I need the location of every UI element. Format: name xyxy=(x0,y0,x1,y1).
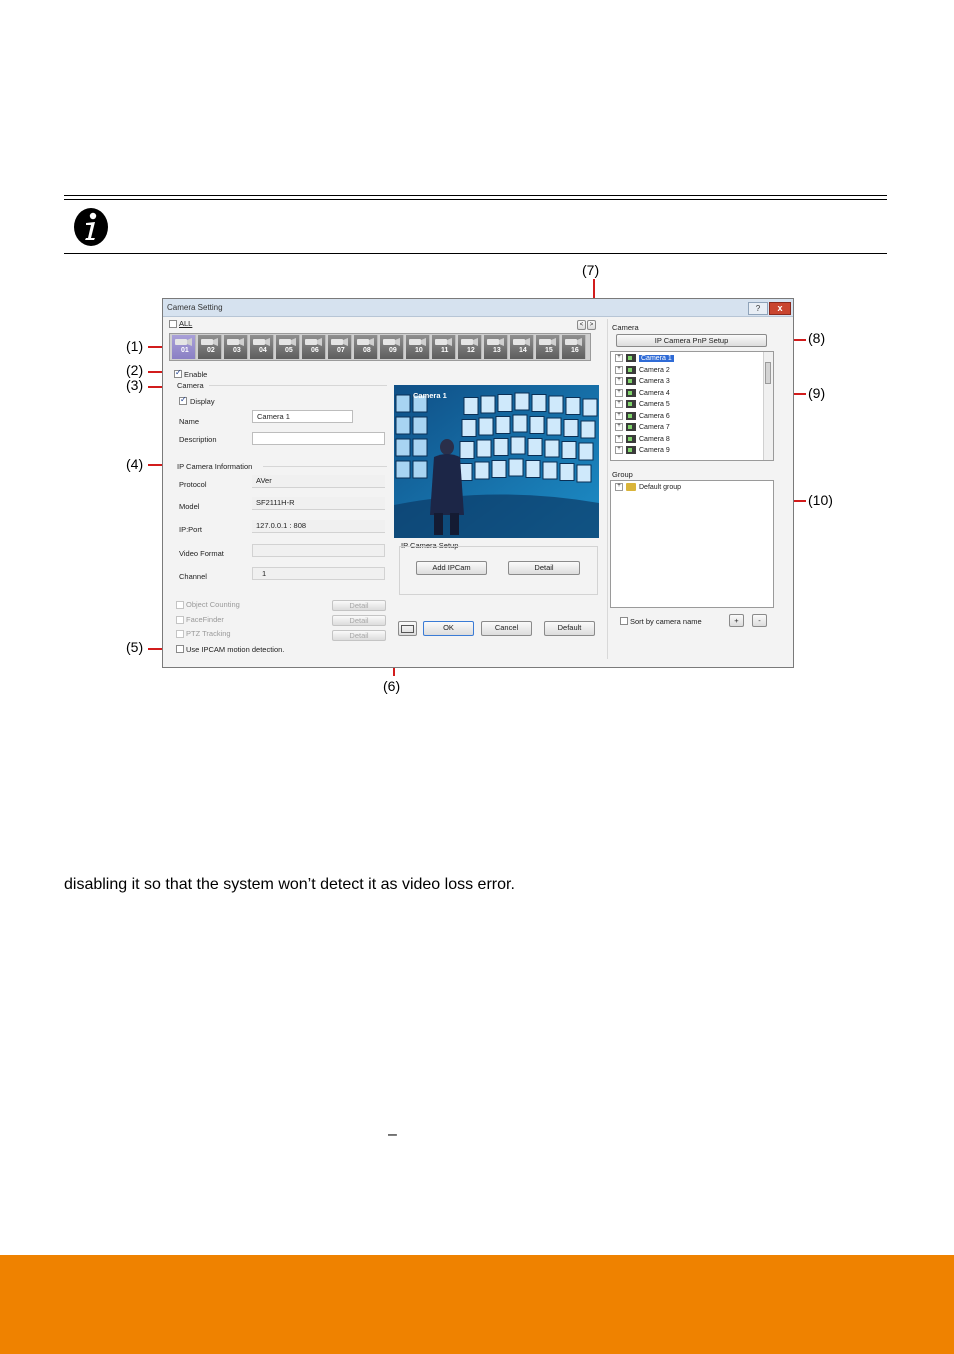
expand-icon[interactable]: + xyxy=(615,400,623,408)
ipport-label: IP:Port xyxy=(179,525,202,534)
camera-tree-label: Camera 2 xyxy=(639,366,670,374)
camera-tab-number: 15 xyxy=(545,347,553,354)
camera-tree-item[interactable] xyxy=(615,445,670,456)
all-checkbox[interactable] xyxy=(169,320,177,328)
camera-tab-number: 06 xyxy=(311,347,319,354)
close-button[interactable]: x xyxy=(769,302,791,315)
preview-label: Camera 1 xyxy=(413,391,447,400)
preview-monitor xyxy=(515,393,529,410)
preview-monitor xyxy=(513,415,527,432)
group-tree-item[interactable] xyxy=(615,482,681,493)
camera-tree-label: Camera 5 xyxy=(639,401,670,408)
scrollbar-thumb[interactable] xyxy=(765,362,771,384)
camera-tab-08[interactable] xyxy=(354,335,378,359)
camera-tab-06[interactable] xyxy=(302,335,326,359)
preview-monitor xyxy=(581,421,595,438)
ptz-tracking-detail-button[interactable]: Detail xyxy=(332,630,386,641)
camera-node-icon xyxy=(626,389,636,397)
title-bar xyxy=(163,299,793,317)
preview-monitor xyxy=(564,420,578,437)
camera-node-icon xyxy=(626,446,636,454)
camera-node-icon xyxy=(626,435,636,443)
callout-5: (5) xyxy=(126,639,144,655)
info-icon xyxy=(73,207,109,247)
preview-monitor xyxy=(479,418,493,435)
camera-tab-04[interactable] xyxy=(250,335,274,359)
camera-icon xyxy=(539,338,556,346)
camera-icon xyxy=(357,338,374,346)
camera-tab-12[interactable] xyxy=(458,335,482,359)
group-tree[interactable] xyxy=(610,480,774,608)
camera-tab-16[interactable] xyxy=(562,335,586,359)
ip-camera-pnp-setup-button[interactable]: IP Camera PnP Setup xyxy=(616,334,767,347)
name-label: Name xyxy=(179,417,200,426)
expand-icon[interactable]: + xyxy=(615,423,623,431)
preview-monitor xyxy=(577,465,591,482)
camera-icon xyxy=(435,338,452,346)
enable-label: Enable xyxy=(184,370,208,379)
preview-monitor xyxy=(547,418,561,435)
model-field: SF2111H-R xyxy=(252,497,385,510)
ipport-field: 127.0.0.1 : 808 xyxy=(252,520,385,533)
channel-field: 1 xyxy=(252,567,385,580)
camera-group-rule xyxy=(209,385,387,386)
camera-tree[interactable] xyxy=(610,351,774,461)
keyboard-icon xyxy=(401,625,414,633)
preview-monitor xyxy=(475,462,489,479)
camera-tree-item[interactable] xyxy=(615,365,670,376)
ptz-tracking-label: PTZ Tracking xyxy=(186,629,231,638)
camera-node-icon xyxy=(626,354,636,362)
callout-3: (3) xyxy=(126,377,144,393)
keyboard-button[interactable] xyxy=(398,621,417,636)
callout-4: (4) xyxy=(126,456,144,472)
preview-monitor xyxy=(464,398,478,415)
expand-icon[interactable]: + xyxy=(615,483,623,491)
expand-icon[interactable]: + xyxy=(615,366,623,374)
camera-tab-09[interactable] xyxy=(380,335,404,359)
camera-icon xyxy=(409,338,426,346)
preview-monitor xyxy=(496,417,510,434)
video-format-label: Video Format xyxy=(179,549,224,558)
expand-icon[interactable]: + xyxy=(615,377,623,385)
camera-tab-number: 13 xyxy=(493,347,501,354)
camera-tree-label: Camera 7 xyxy=(639,424,670,431)
preview-monitor xyxy=(492,461,506,478)
camera-tab-number: 08 xyxy=(363,347,371,354)
camera-tree-label: Camera 8 xyxy=(639,435,670,443)
preview-monitor xyxy=(460,442,474,459)
camera-tab-02[interactable] xyxy=(198,335,222,359)
use-ipcam-motion-checkbox[interactable] xyxy=(176,645,184,653)
camera-tree-item[interactable] xyxy=(615,422,670,433)
all-label: ALL xyxy=(179,319,193,328)
camera-tab-13[interactable] xyxy=(484,335,508,359)
preview-monitor xyxy=(566,398,580,415)
note-top-rule-2 xyxy=(64,199,887,200)
camera-tree-item[interactable] xyxy=(615,411,670,422)
cancel-button[interactable]: Cancel xyxy=(481,621,532,636)
facefinder-detail-button[interactable]: Detail xyxy=(332,615,386,626)
expand-icon[interactable]: + xyxy=(615,354,623,362)
camera-tree-label: Camera 9 xyxy=(639,447,670,454)
camera-icon xyxy=(305,338,322,346)
add-group-button[interactable]: + xyxy=(729,614,744,627)
callout-1: (1) xyxy=(126,338,144,354)
preview-monitor xyxy=(462,420,476,437)
ipsetup-group-label: IP Camera Setup xyxy=(401,541,459,550)
ipsetup-detail-button[interactable]: Detail xyxy=(508,561,580,575)
channel-label: Channel xyxy=(179,572,207,581)
preview-monitor xyxy=(545,440,559,457)
preview-monitor xyxy=(477,440,491,457)
camera-icon xyxy=(227,338,244,346)
preview-monitor xyxy=(413,439,427,456)
camera-icon xyxy=(383,338,400,346)
facefinder-label: FaceFinder xyxy=(186,615,224,624)
camera-tab-14[interactable] xyxy=(510,335,534,359)
protocol-label: Protocol xyxy=(179,480,207,489)
camera-tab-15[interactable] xyxy=(536,335,560,359)
camera-tree-label: Camera 4 xyxy=(639,389,670,397)
camera-tree-item[interactable] xyxy=(615,353,674,364)
dash-mark: – xyxy=(388,1126,397,1143)
camera-group-label: Camera xyxy=(177,381,204,390)
preview-monitor xyxy=(530,417,544,434)
camera-setting-window xyxy=(162,298,794,668)
camera-tab-number: 16 xyxy=(571,347,579,354)
expand-icon[interactable]: + xyxy=(615,446,623,454)
model-label: Model xyxy=(179,502,200,511)
camera-tab-number: 05 xyxy=(285,347,293,354)
sort-by-name-checkbox[interactable] xyxy=(620,617,628,625)
camera-icon xyxy=(461,338,478,346)
preview-monitor xyxy=(526,461,540,478)
video-format-field xyxy=(252,544,385,557)
window-title: Camera Setting xyxy=(167,303,223,312)
strip-next-button[interactable]: > xyxy=(587,320,596,330)
use-ipcam-motion-label: Use IPCAM motion detection. xyxy=(186,645,285,654)
callout-7: (7) xyxy=(582,262,600,278)
camera-strip xyxy=(169,333,591,361)
help-button[interactable]: ? xyxy=(748,302,768,315)
camera-icon xyxy=(565,338,582,346)
camera-tab-number: 03 xyxy=(233,347,241,354)
preview-monitor xyxy=(560,464,574,481)
camera-tab-number: 07 xyxy=(337,347,345,354)
protocol-field: AVer xyxy=(252,475,385,488)
preview-monitor xyxy=(583,399,597,416)
group-folder-icon xyxy=(626,483,636,491)
camera-node-icon xyxy=(626,412,636,420)
expand-icon[interactable]: + xyxy=(615,412,623,420)
camera-tab-10[interactable] xyxy=(406,335,430,359)
camera-tab-number: 12 xyxy=(467,347,475,354)
object-counting-label: Object Counting xyxy=(186,600,240,609)
note-top-rule xyxy=(64,195,887,196)
preview-monitor xyxy=(396,461,410,478)
camera-tab-number: 02 xyxy=(207,347,215,354)
camera-tab-number: 01 xyxy=(181,347,189,354)
preview-monitor xyxy=(528,439,542,456)
preview-monitor xyxy=(549,396,563,413)
description-field[interactable] xyxy=(252,432,385,445)
camera-tab-number: 14 xyxy=(519,347,527,354)
enable-checkbox[interactable] xyxy=(174,370,182,378)
camera-icon xyxy=(279,338,296,346)
camera-icon xyxy=(253,338,270,346)
ptz-tracking-checkbox[interactable] xyxy=(176,630,184,638)
camera-icon xyxy=(201,338,218,346)
camera-tree-label: Camera 1 xyxy=(641,355,672,362)
camera-tree-scrollbar[interactable] xyxy=(763,352,773,460)
ipinfo-group-label: IP Camera Information xyxy=(177,462,253,471)
right-camera-group-label: Camera xyxy=(612,323,639,332)
add-ipcam-button[interactable]: Add IPCam xyxy=(416,561,487,575)
camera-icon xyxy=(487,338,504,346)
camera-tree-label: Camera 3 xyxy=(639,378,670,385)
preview-monitor xyxy=(498,395,512,412)
preview-monitor xyxy=(562,442,576,459)
camera-tab-11[interactable] xyxy=(432,335,456,359)
expand-icon[interactable]: + xyxy=(615,435,623,443)
display-label: Display xyxy=(190,397,215,406)
camera-icon xyxy=(513,338,530,346)
default-button[interactable]: Default xyxy=(544,621,595,636)
camera-icon xyxy=(175,338,192,346)
callout-6: (6) xyxy=(383,678,401,694)
body-paragraph: disabling it so that the system won’t detect it as video loss error. xyxy=(64,876,515,893)
callout-10: (10) xyxy=(808,492,833,508)
camera-preview xyxy=(394,385,599,538)
name-field[interactable]: Camera 1 xyxy=(252,410,353,423)
strip-prev-button[interactable]: < xyxy=(577,320,586,330)
preview-monitor xyxy=(579,443,593,460)
callout-8: (8) xyxy=(808,330,826,346)
camera-tree-label: Camera 6 xyxy=(639,412,670,420)
preview-monitor xyxy=(396,439,410,456)
display-checkbox[interactable] xyxy=(179,397,187,405)
preview-monitor xyxy=(396,395,410,412)
camera-tab-05[interactable] xyxy=(276,335,300,359)
camera-tab-number: 04 xyxy=(259,347,267,354)
description-label: Description xyxy=(179,435,217,444)
preview-monitor xyxy=(396,417,410,434)
camera-node-icon xyxy=(626,400,636,408)
camera-tree-item[interactable] xyxy=(615,376,670,387)
callout-2: (2) xyxy=(126,362,144,378)
preview-monitor xyxy=(543,462,557,479)
expand-icon[interactable]: + xyxy=(615,389,623,397)
camera-node-icon xyxy=(626,423,636,431)
camera-tab-03[interactable] xyxy=(224,335,248,359)
ok-button[interactable]: OK xyxy=(423,621,474,636)
camera-tab-number: 10 xyxy=(415,347,423,354)
camera-tree-item[interactable] xyxy=(615,434,670,445)
group-tree-label: Default group xyxy=(639,484,682,491)
note-bottom-rule xyxy=(64,253,887,254)
object-counting-checkbox[interactable] xyxy=(176,601,184,609)
facefinder-checkbox[interactable] xyxy=(176,616,184,624)
camera-node-icon xyxy=(626,366,636,374)
preview-monitor xyxy=(511,437,525,454)
preview-monitor xyxy=(413,417,427,434)
camera-tab-07[interactable] xyxy=(328,335,352,359)
preview-monitor xyxy=(509,459,523,476)
footer-bar xyxy=(0,1255,954,1354)
camera-tab-01[interactable] xyxy=(172,335,196,359)
preview-monitor xyxy=(532,395,546,412)
camera-tree-item[interactable] xyxy=(615,399,670,410)
preview-monitor xyxy=(481,396,495,413)
preview-monitor xyxy=(494,439,508,456)
object-counting-detail-button[interactable]: Detail xyxy=(332,600,386,611)
remove-group-button[interactable]: - xyxy=(752,614,767,627)
camera-tab-number: 11 xyxy=(441,347,449,354)
camera-icon xyxy=(331,338,348,346)
group-label: Group xyxy=(612,470,633,479)
preview-monitor xyxy=(413,461,427,478)
ipinfo-group-rule xyxy=(263,466,387,467)
callout-9: (9) xyxy=(808,385,826,401)
camera-tab-number: 09 xyxy=(389,347,397,354)
right-divider xyxy=(607,319,608,659)
sort-by-name-label: Sort by camera name xyxy=(630,617,702,626)
camera-tree-item[interactable] xyxy=(615,388,670,399)
camera-node-icon xyxy=(626,377,636,385)
preview-image xyxy=(394,385,599,538)
